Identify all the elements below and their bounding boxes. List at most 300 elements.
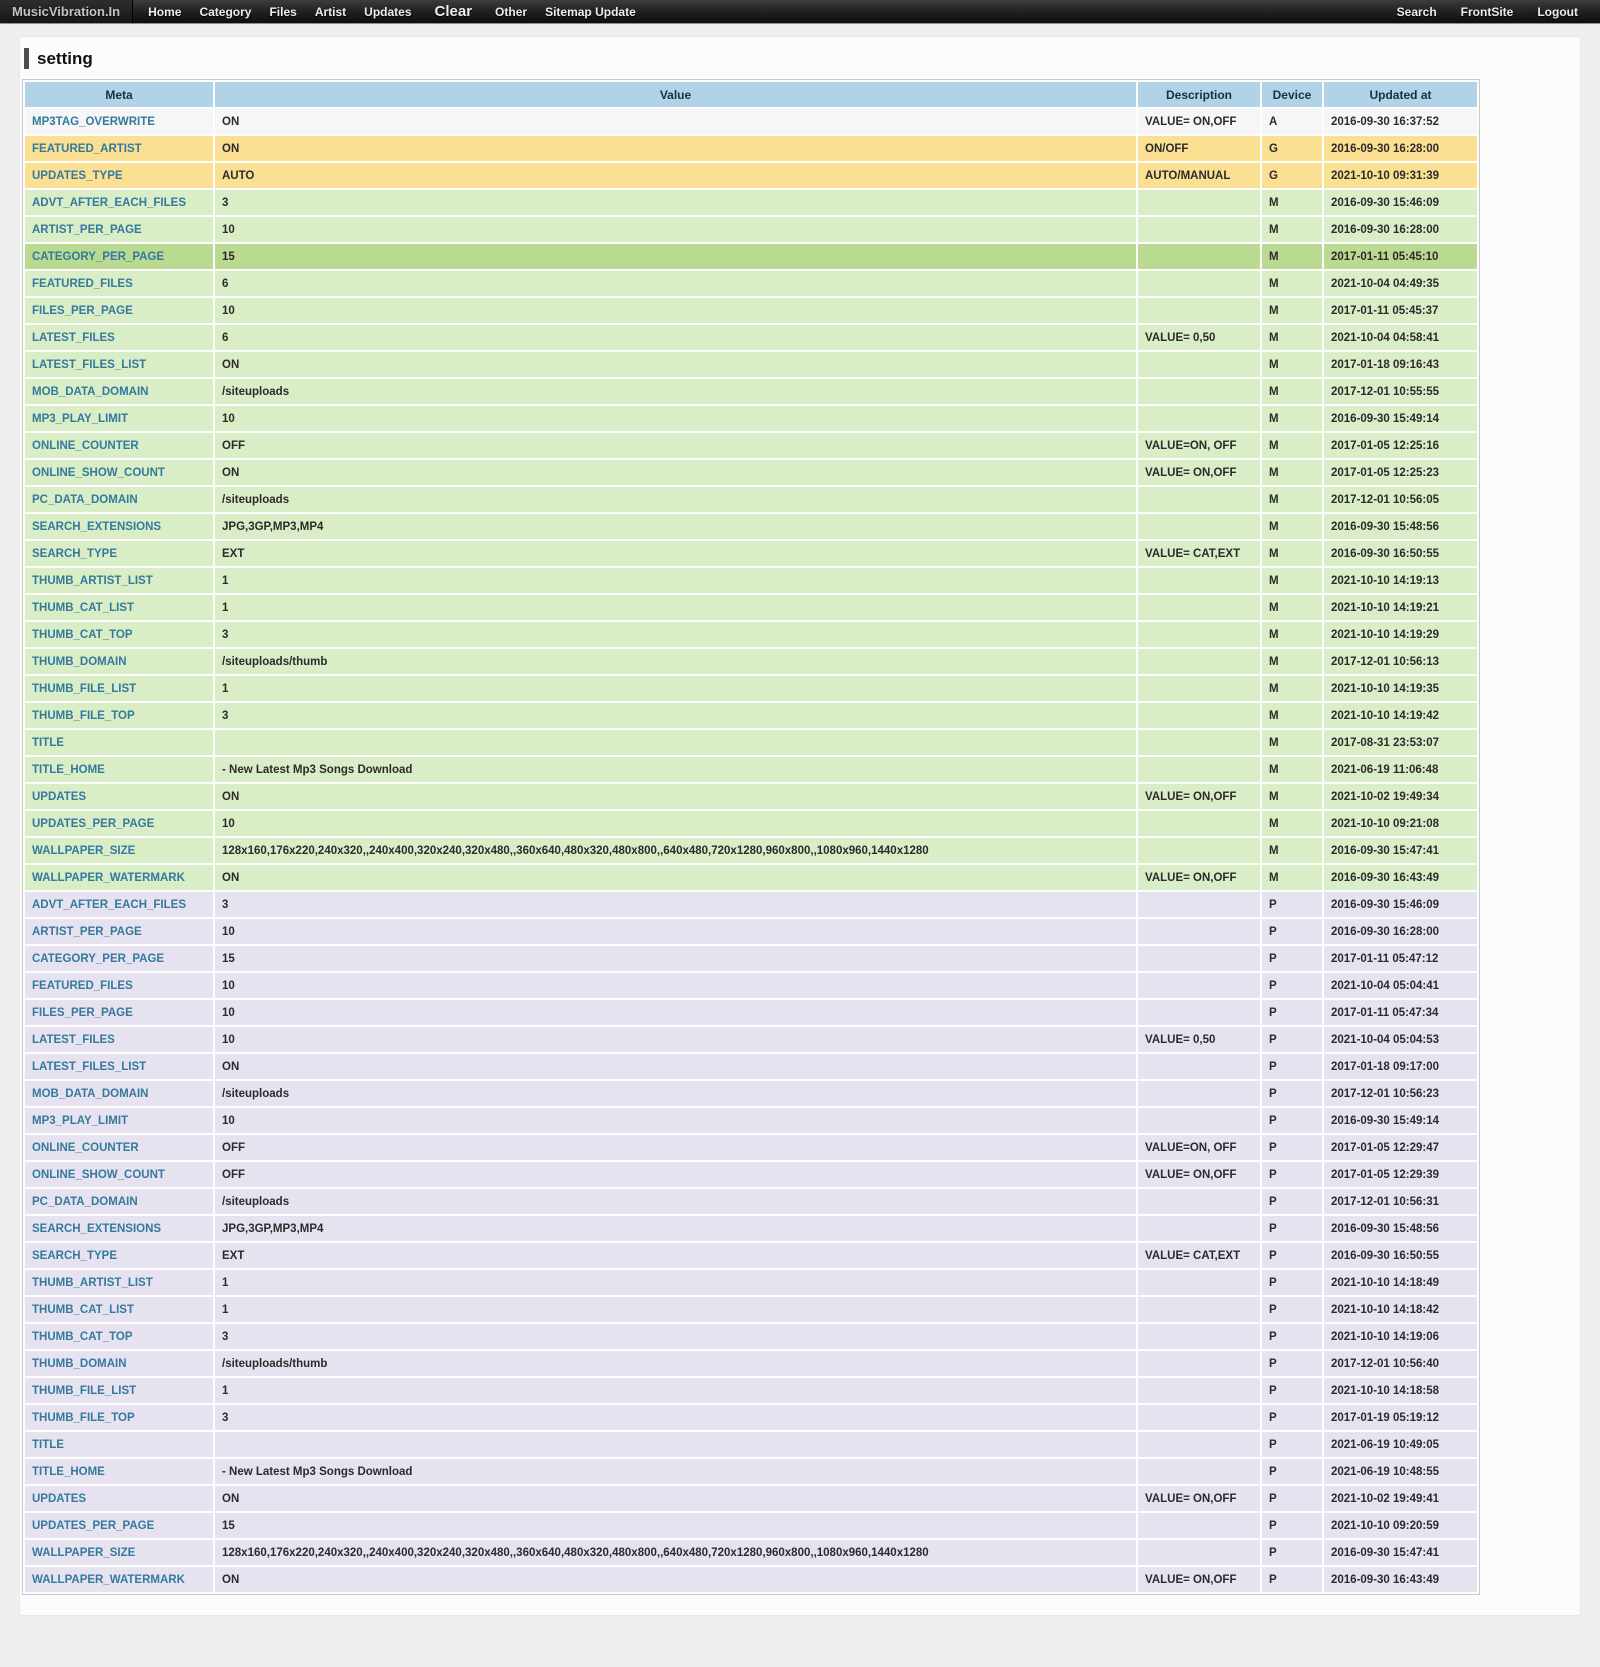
meta-cell <box>25 811 213 836</box>
nav-item-logout[interactable]: Logout <box>1537 4 1578 19</box>
table-row <box>25 703 1477 728</box>
meta-cell <box>25 244 213 269</box>
description-cell <box>1138 1000 1260 1025</box>
description-cell <box>1138 352 1260 377</box>
device-cell: M <box>1262 703 1322 728</box>
description-cell <box>1138 514 1260 539</box>
device-cell: P <box>1262 1216 1322 1241</box>
table-row <box>25 973 1477 998</box>
meta-cell <box>25 1567 213 1592</box>
description-cell: VALUE= ON,OFF <box>1138 1162 1260 1187</box>
value-cell: ON <box>215 784 1136 809</box>
nav-item-sitemap-update[interactable]: Sitemap Update <box>545 4 636 19</box>
device-cell: P <box>1262 1270 1322 1295</box>
meta-cell <box>25 1162 213 1187</box>
updated-at-cell: 2016-09-30 15:48:56 <box>1324 514 1477 539</box>
meta-cell <box>25 1216 213 1241</box>
meta-link[interactable]: SEARCH_EXTENSIONS <box>32 520 162 533</box>
nav-item-updates[interactable]: Updates <box>364 4 412 19</box>
meta-cell <box>25 568 213 593</box>
value-cell: ON <box>215 352 1136 377</box>
updated-at-cell: 2016-09-30 16:50:55 <box>1324 1243 1477 1268</box>
updated-at-cell: 2017-08-31 23:53:07 <box>1324 730 1477 755</box>
description-cell <box>1138 676 1260 701</box>
meta-cell <box>25 1027 213 1052</box>
meta-cell <box>25 1270 213 1295</box>
updated-at-cell: 2016-09-30 15:49:14 <box>1324 406 1477 431</box>
updated-at-cell: 2021-10-10 09:31:39 <box>1324 163 1477 188</box>
description-cell: AUTO/MANUAL <box>1138 163 1260 188</box>
value-cell: JPG,3GP,MP3,MP4 <box>215 1216 1136 1241</box>
description-cell: VALUE= ON,OFF <box>1138 1486 1260 1511</box>
meta-cell <box>25 514 213 539</box>
updated-at-cell: 2021-10-10 14:18:58 <box>1324 1378 1477 1403</box>
updated-at-cell: 2021-10-10 09:21:08 <box>1324 811 1477 836</box>
table-row <box>25 1189 1477 1214</box>
meta-link[interactable]: LATEST_FILES <box>32 1033 115 1046</box>
device-cell: P <box>1262 1135 1322 1160</box>
meta-link[interactable]: THUMB_FILE_LIST <box>32 682 137 695</box>
value-cell: 1 <box>215 595 1136 620</box>
value-cell: 10 <box>215 1000 1136 1025</box>
meta-link[interactable]: ARTIST_PER_PAGE <box>32 925 142 938</box>
updated-at-cell: 2021-06-19 10:49:05 <box>1324 1432 1477 1457</box>
meta-link[interactable]: ARTIST_PER_PAGE <box>32 223 142 236</box>
updated-at-cell: 2021-10-10 14:19:13 <box>1324 568 1477 593</box>
table-row <box>25 568 1477 593</box>
value-cell: AUTO <box>215 163 1136 188</box>
settings-table-body <box>25 109 1477 1592</box>
updated-at-cell: 2021-06-19 11:06:48 <box>1324 757 1477 782</box>
table-row <box>25 1135 1477 1160</box>
meta-link[interactable]: SEARCH_TYPE <box>32 547 117 560</box>
nav-item-category[interactable]: Category <box>199 4 252 19</box>
brand-logo[interactable]: MusicVibration.In <box>0 0 133 23</box>
table-row <box>25 784 1477 809</box>
meta-link[interactable]: THUMB_ARTIST_LIST <box>32 1276 153 1289</box>
updated-at-cell: 2016-09-30 15:48:56 <box>1324 1216 1477 1241</box>
table-row <box>25 1432 1477 1457</box>
meta-link[interactable]: WALLPAPER_WATERMARK <box>32 871 185 884</box>
nav-item-clear[interactable]: Clear <box>434 3 473 20</box>
meta-link[interactable]: THUMB_FILE_TOP <box>32 709 135 722</box>
meta-link[interactable]: UPDATES_TYPE <box>32 169 123 182</box>
meta-cell <box>25 784 213 809</box>
nav-item-files[interactable]: Files <box>269 4 297 19</box>
meta-cell <box>25 460 213 485</box>
meta-link[interactable]: WALLPAPER_SIZE <box>32 1546 136 1559</box>
table-row <box>25 1054 1477 1079</box>
device-cell: P <box>1262 1081 1322 1106</box>
device-cell: P <box>1262 1027 1322 1052</box>
value-cell: 15 <box>215 946 1136 971</box>
nav-item-other[interactable]: Other <box>495 4 528 19</box>
meta-link[interactable]: TITLE <box>32 736 64 749</box>
meta-cell <box>25 838 213 863</box>
device-cell: P <box>1262 1162 1322 1187</box>
description-cell <box>1138 703 1260 728</box>
description-cell <box>1138 1432 1260 1457</box>
table-row <box>25 649 1477 674</box>
device-cell: M <box>1262 676 1322 701</box>
description-cell: VALUE= ON,OFF <box>1138 865 1260 890</box>
table-row <box>25 1351 1477 1376</box>
description-cell <box>1138 1540 1260 1565</box>
meta-cell <box>25 1540 213 1565</box>
value-cell: 15 <box>215 244 1136 269</box>
table-row <box>25 595 1477 620</box>
table-row <box>25 163 1477 188</box>
table-row <box>25 379 1477 404</box>
updated-at-cell: 2017-01-18 09:16:43 <box>1324 352 1477 377</box>
meta-link[interactable]: FEATURED_ARTIST <box>32 142 142 155</box>
table-row <box>25 271 1477 296</box>
table-row <box>25 1243 1477 1268</box>
meta-cell <box>25 1243 213 1268</box>
device-cell: M <box>1262 244 1322 269</box>
updated-at-cell: 2021-10-04 05:04:41 <box>1324 973 1477 998</box>
value-cell: 3 <box>215 703 1136 728</box>
device-cell: M <box>1262 352 1322 377</box>
description-cell <box>1138 811 1260 836</box>
meta-link[interactable]: MP3TAG_OVERWRITE <box>32 115 155 128</box>
updated-at-cell: 2016-09-30 15:47:41 <box>1324 1540 1477 1565</box>
table-row <box>25 1459 1477 1484</box>
meta-cell <box>25 379 213 404</box>
meta-link[interactable]: THUMB_DOMAIN <box>32 655 127 668</box>
meta-cell <box>25 1135 213 1160</box>
description-cell <box>1138 1459 1260 1484</box>
table-row <box>25 730 1477 755</box>
table-row <box>25 298 1477 323</box>
updated-at-cell: 2021-10-04 04:58:41 <box>1324 325 1477 350</box>
meta-link[interactable]: LATEST_FILES_LIST <box>32 1060 147 1073</box>
table-row <box>25 325 1477 350</box>
description-cell <box>1138 622 1260 647</box>
updated-at-cell: 2017-01-11 05:47:34 <box>1324 1000 1477 1025</box>
value-cell: ON <box>215 1567 1136 1592</box>
value-cell: 10 <box>215 1027 1136 1052</box>
meta-link[interactable]: THUMB_DOMAIN <box>32 1357 127 1370</box>
value-cell: 1 <box>215 1378 1136 1403</box>
value-cell: OFF <box>215 433 1136 458</box>
description-cell: VALUE=ON, OFF <box>1138 433 1260 458</box>
page-title: setting <box>37 48 93 68</box>
title-accent-bar <box>24 48 29 69</box>
description-cell <box>1138 298 1260 323</box>
value-cell: 6 <box>215 271 1136 296</box>
table-row <box>25 217 1477 242</box>
meta-cell <box>25 1513 213 1538</box>
meta-link[interactable]: PC_DATA_DOMAIN <box>32 493 138 506</box>
meta-cell <box>25 865 213 890</box>
device-cell: P <box>1262 1297 1322 1322</box>
meta-link[interactable]: THUMB_FILE_TOP <box>32 1411 135 1424</box>
updated-at-cell: 2016-09-30 16:28:00 <box>1324 217 1477 242</box>
table-row <box>25 622 1477 647</box>
meta-link[interactable]: THUMB_FILE_LIST <box>32 1384 137 1397</box>
updated-at-cell: 2017-12-01 10:56:05 <box>1324 487 1477 512</box>
value-cell: OFF <box>215 1162 1136 1187</box>
device-cell: M <box>1262 325 1322 350</box>
table-row <box>25 1000 1477 1025</box>
updated-at-cell: 2016-09-30 16:50:55 <box>1324 541 1477 566</box>
value-cell: 6 <box>215 325 1136 350</box>
meta-link[interactable]: CATEGORY_PER_PAGE <box>32 250 165 263</box>
description-cell <box>1138 1351 1260 1376</box>
value-cell: /siteuploads <box>215 1081 1136 1106</box>
meta-link[interactable]: THUMB_CAT_LIST <box>32 601 135 614</box>
device-cell: M <box>1262 865 1322 890</box>
updated-at-cell: 2021-10-10 14:18:49 <box>1324 1270 1477 1295</box>
meta-link[interactable]: THUMB_ARTIST_LIST <box>32 574 153 587</box>
table-row <box>25 1108 1477 1133</box>
content-panel <box>19 36 1581 1616</box>
description-cell <box>1138 1405 1260 1430</box>
description-cell: ON/OFF <box>1138 136 1260 161</box>
table-row <box>25 1081 1477 1106</box>
table-row <box>25 1540 1477 1565</box>
meta-link[interactable]: TITLE_HOME <box>32 1465 105 1478</box>
meta-cell <box>25 1459 213 1484</box>
meta-link[interactable]: TITLE <box>32 1438 64 1451</box>
description-cell <box>1138 946 1260 971</box>
description-cell <box>1138 406 1260 431</box>
meta-cell <box>25 730 213 755</box>
device-cell: M <box>1262 433 1322 458</box>
device-cell: G <box>1262 136 1322 161</box>
description-cell: VALUE= ON,OFF <box>1138 784 1260 809</box>
meta-link[interactable]: PC_DATA_DOMAIN <box>32 1195 138 1208</box>
meta-cell <box>25 325 213 350</box>
meta-link[interactable]: MOB_DATA_DOMAIN <box>32 1087 149 1100</box>
updated-at-cell: 2021-06-19 10:48:55 <box>1324 1459 1477 1484</box>
table-row <box>25 433 1477 458</box>
nav-item-home[interactable]: Home <box>148 4 182 19</box>
device-cell: P <box>1262 1108 1322 1133</box>
value-cell: EXT <box>215 541 1136 566</box>
updated-at-cell: 2017-01-05 12:29:39 <box>1324 1162 1477 1187</box>
meta-cell <box>25 1486 213 1511</box>
meta-cell <box>25 136 213 161</box>
device-cell: P <box>1262 1351 1322 1376</box>
updated-at-cell: 2021-10-10 14:19:06 <box>1324 1324 1477 1349</box>
nav-item-frontsite[interactable]: FrontSite <box>1460 4 1514 19</box>
description-cell <box>1138 973 1260 998</box>
device-cell: M <box>1262 298 1322 323</box>
meta-cell <box>25 892 213 917</box>
table-row <box>25 757 1477 782</box>
meta-cell <box>25 298 213 323</box>
table-row <box>25 514 1477 539</box>
updated-at-cell: 2016-09-30 15:46:09 <box>1324 190 1477 215</box>
device-cell: P <box>1262 1513 1322 1538</box>
meta-link[interactable]: ONLINE_SHOW_COUNT <box>32 466 165 479</box>
updated-at-cell: 2021-10-10 14:19:35 <box>1324 676 1477 701</box>
meta-cell <box>25 973 213 998</box>
value-cell: ON <box>215 1486 1136 1511</box>
table-row <box>25 1324 1477 1349</box>
value-cell: 10 <box>215 298 1136 323</box>
nav-item-search[interactable]: Search <box>1396 4 1437 19</box>
meta-link[interactable]: ONLINE_SHOW_COUNT <box>32 1168 165 1181</box>
value-cell: ON <box>215 109 1136 134</box>
meta-link[interactable]: CATEGORY_PER_PAGE <box>32 952 165 965</box>
meta-link[interactable]: FEATURED_FILES <box>32 277 133 290</box>
updated-at-cell: 2021-10-10 14:19:42 <box>1324 703 1477 728</box>
meta-cell <box>25 1351 213 1376</box>
device-cell: P <box>1262 1378 1322 1403</box>
description-cell <box>1138 1378 1260 1403</box>
device-cell: P <box>1262 1486 1322 1511</box>
value-cell: 128x160,176x220,240x320,,240x400,320x240,320x480,,360x640,480x320,480x800,,640x480,720x1280,960x800,,1080x960,1440x1280 <box>215 838 1136 863</box>
meta-link[interactable]: ONLINE_COUNTER <box>32 439 139 452</box>
meta-cell <box>25 1405 213 1430</box>
table-row <box>25 676 1477 701</box>
meta-cell <box>25 487 213 512</box>
value-cell: 3 <box>215 622 1136 647</box>
description-cell: VALUE=ON, OFF <box>1138 1135 1260 1160</box>
device-cell: M <box>1262 460 1322 485</box>
value-cell: 15 <box>215 1513 1136 1538</box>
table-row <box>25 1378 1477 1403</box>
description-cell <box>1138 217 1260 242</box>
updated-at-cell: 2017-01-19 05:19:12 <box>1324 1405 1477 1430</box>
device-cell: P <box>1262 1459 1322 1484</box>
table-row <box>25 892 1477 917</box>
value-cell: OFF <box>215 1135 1136 1160</box>
meta-link[interactable]: MP3_PLAY_LIMIT <box>32 1114 129 1127</box>
table-row <box>25 946 1477 971</box>
value-cell <box>215 1432 1136 1457</box>
meta-link[interactable]: FILES_PER_PAGE <box>32 1006 133 1019</box>
meta-link[interactable]: THUMB_CAT_LIST <box>32 1303 135 1316</box>
device-cell: M <box>1262 379 1322 404</box>
meta-link[interactable]: UPDATES_PER_PAGE <box>32 1519 155 1532</box>
value-cell <box>215 730 1136 755</box>
value-cell: 1 <box>215 676 1136 701</box>
meta-link[interactable]: LATEST_FILES <box>32 331 115 344</box>
description-cell <box>1138 1216 1260 1241</box>
device-cell: M <box>1262 595 1322 620</box>
meta-link[interactable]: UPDATES_PER_PAGE <box>32 817 155 830</box>
table-row <box>25 865 1477 890</box>
device-cell: M <box>1262 757 1322 782</box>
updated-at-cell: 2016-09-30 15:46:09 <box>1324 892 1477 917</box>
meta-cell <box>25 271 213 296</box>
updated-at-cell: 2017-01-11 05:45:37 <box>1324 298 1477 323</box>
description-cell <box>1138 190 1260 215</box>
table-row <box>25 190 1477 215</box>
meta-link[interactable]: WALLPAPER_WATERMARK <box>32 1573 185 1586</box>
device-cell: M <box>1262 838 1322 863</box>
value-cell: - New Latest Mp3 Songs Download <box>215 757 1136 782</box>
description-cell <box>1138 1189 1260 1214</box>
table-row <box>25 1216 1477 1241</box>
table-row <box>25 352 1477 377</box>
meta-cell <box>25 163 213 188</box>
description-cell <box>1138 487 1260 512</box>
table-row <box>25 244 1477 269</box>
meta-link[interactable]: ADVT_AFTER_EACH_FILES <box>32 196 186 209</box>
table-row <box>25 1405 1477 1430</box>
value-cell: /siteuploads <box>215 1189 1136 1214</box>
updated-at-cell: 2017-01-05 12:29:47 <box>1324 1135 1477 1160</box>
meta-link[interactable]: ONLINE_COUNTER <box>32 1141 139 1154</box>
table-row <box>25 1486 1477 1511</box>
device-cell: P <box>1262 1189 1322 1214</box>
table-row <box>25 1297 1477 1322</box>
device-cell: M <box>1262 568 1322 593</box>
meta-link[interactable]: THUMB_CAT_TOP <box>32 628 133 641</box>
meta-cell <box>25 595 213 620</box>
description-cell: VALUE= ON,OFF <box>1138 460 1260 485</box>
top-navigation-bar <box>0 0 1600 23</box>
meta-link[interactable]: MOB_DATA_DOMAIN <box>32 385 149 398</box>
meta-cell <box>25 1378 213 1403</box>
device-cell: M <box>1262 811 1322 836</box>
meta-link[interactable]: UPDATES <box>32 1492 87 1505</box>
meta-link[interactable]: SEARCH_TYPE <box>32 1249 117 1262</box>
meta-link[interactable]: ADVT_AFTER_EACH_FILES <box>32 898 186 911</box>
updated-at-cell: 2016-09-30 15:47:41 <box>1324 838 1477 863</box>
value-cell: EXT <box>215 1243 1136 1268</box>
meta-link[interactable]: WALLPAPER_SIZE <box>32 844 136 857</box>
description-cell <box>1138 1108 1260 1133</box>
updated-at-cell: 2021-10-04 05:04:53 <box>1324 1027 1477 1052</box>
table-row <box>25 919 1477 944</box>
meta-link[interactable]: TITLE_HOME <box>32 763 105 776</box>
value-cell: 1 <box>215 568 1136 593</box>
value-cell: 1 <box>215 1270 1136 1295</box>
table-row <box>25 406 1477 431</box>
meta-cell <box>25 1297 213 1322</box>
description-cell: VALUE= ON,OFF <box>1138 109 1260 134</box>
meta-link[interactable]: FILES_PER_PAGE <box>32 304 133 317</box>
description-cell <box>1138 1513 1260 1538</box>
meta-link[interactable]: FEATURED_FILES <box>32 979 133 992</box>
meta-link[interactable]: SEARCH_EXTENSIONS <box>32 1222 162 1235</box>
meta-cell <box>25 649 213 674</box>
value-cell: /siteuploads <box>215 379 1136 404</box>
meta-cell <box>25 541 213 566</box>
nav-item-artist[interactable]: Artist <box>314 4 347 19</box>
meta-link[interactable]: THUMB_CAT_TOP <box>32 1330 133 1343</box>
column-header-description: Description <box>1138 82 1260 107</box>
table-row <box>25 811 1477 836</box>
updated-at-cell: 2017-12-01 10:55:55 <box>1324 379 1477 404</box>
table-row <box>25 136 1477 161</box>
description-cell: VALUE= 0,50 <box>1138 1027 1260 1052</box>
device-cell: M <box>1262 514 1322 539</box>
updated-at-cell: 2017-12-01 10:56:13 <box>1324 649 1477 674</box>
table-row <box>25 109 1477 134</box>
table-row <box>25 838 1477 863</box>
description-cell <box>1138 1081 1260 1106</box>
meta-link[interactable]: UPDATES <box>32 790 87 803</box>
description-cell <box>1138 568 1260 593</box>
updated-at-cell: 2016-09-30 16:28:00 <box>1324 919 1477 944</box>
meta-link[interactable]: MP3_PLAY_LIMIT <box>32 412 129 425</box>
table-row <box>25 1162 1477 1187</box>
value-cell: 10 <box>215 811 1136 836</box>
meta-link[interactable]: LATEST_FILES_LIST <box>32 358 147 371</box>
table-row <box>25 1270 1477 1295</box>
value-cell: - New Latest Mp3 Songs Download <box>215 1459 1136 1484</box>
value-cell: 10 <box>215 406 1136 431</box>
updated-at-cell: 2017-01-11 05:45:10 <box>1324 244 1477 269</box>
value-cell: ON <box>215 460 1136 485</box>
